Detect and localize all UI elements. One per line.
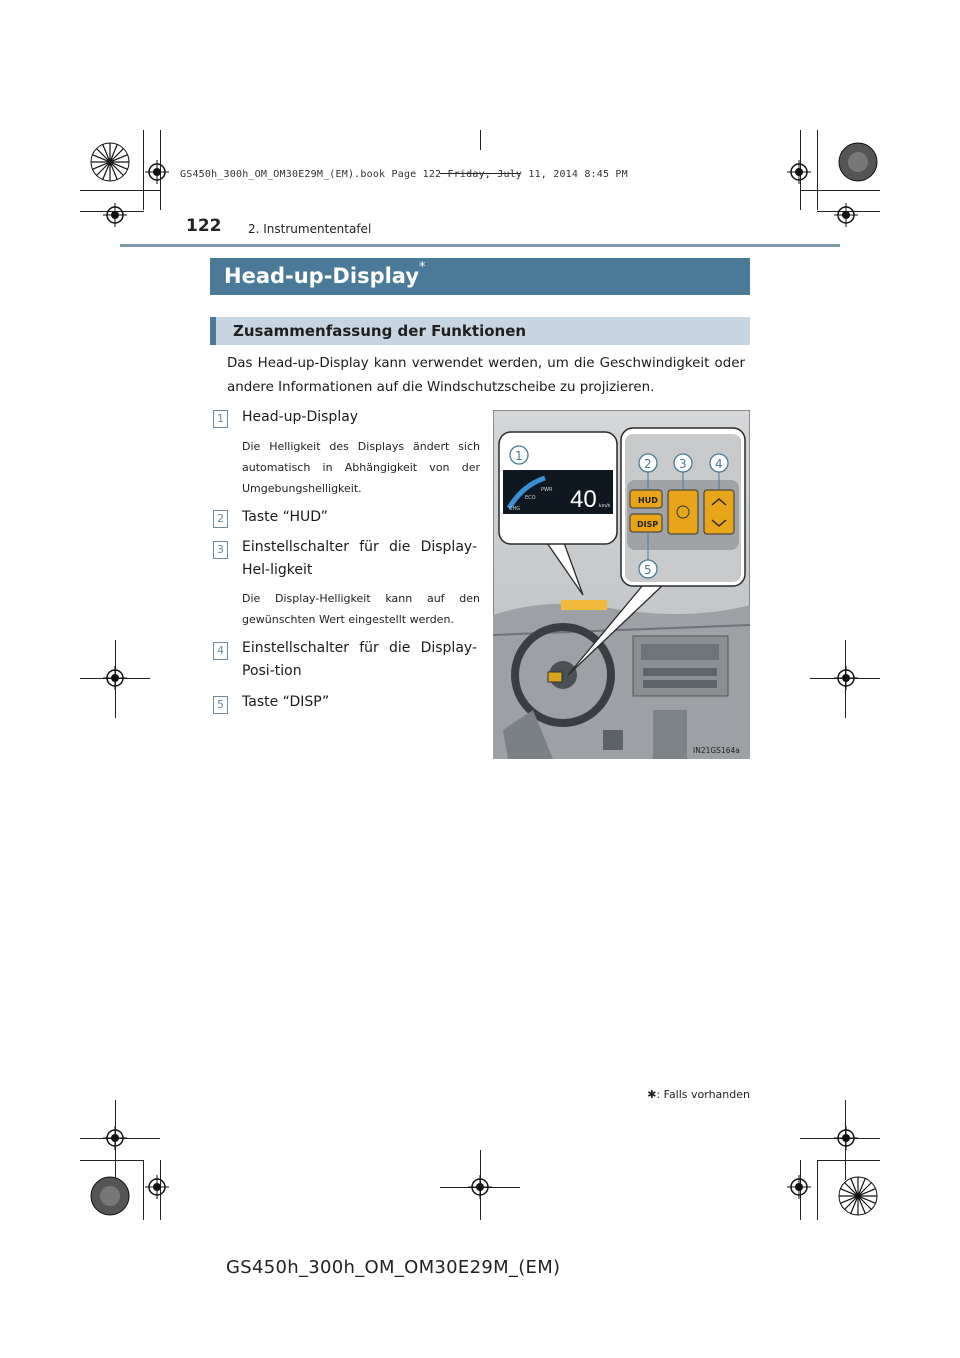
registration-mark-icon: [103, 203, 127, 227]
callout-4: 4: [715, 457, 723, 471]
hud-speed-value: 40: [570, 486, 597, 513]
registration-mark-icon: [145, 1175, 169, 1199]
callout-1: 1: [515, 449, 523, 463]
registration-mark-icon: [787, 1175, 811, 1199]
item-number-badge: 1: [213, 410, 228, 428]
subsection-title-bar: [210, 317, 750, 345]
registration-mark-icon: [103, 666, 127, 690]
section-title-bar: [210, 258, 750, 295]
hud-speed-unit: km/h: [599, 504, 611, 509]
item-label: Taste “DISP”: [242, 694, 330, 710]
document-code: GS450h_300h_OM_OM30E29M_(EM): [226, 1257, 561, 1278]
item-label: Einstellschalter für die Display-Hel-ligkeit: [242, 539, 477, 578]
disp-button-label: DISP: [637, 520, 659, 529]
footnote: ✱: Falls vorhanden: [647, 1088, 750, 1101]
item-number-badge: 4: [213, 642, 228, 660]
hud-button-label: HUD: [638, 496, 658, 505]
item-label: Taste “HUD”: [242, 509, 328, 525]
intro-paragraph: Das Head-up-Display kann verwendet werden, um die Geschwindigkeit oder andere Informationen auf die Windschutzscheibe zu projizieren.: [227, 356, 745, 395]
chapter-title: 2. Instrumententafel: [248, 222, 372, 236]
print-star-disc-icon: [90, 142, 130, 182]
hud-label-pwr: PWR: [541, 487, 553, 493]
page-number: 122: [186, 216, 222, 236]
item-label: Einstellschalter für die Display-Posi-tion: [242, 640, 477, 679]
head-up-display-illustration: [493, 410, 750, 759]
registration-mark-icon: [834, 203, 858, 227]
registration-mark-icon: [103, 1126, 127, 1150]
item-note: Die Display-Helligkeit kann auf den gewünschten Wert eingestellt werden.: [242, 592, 480, 626]
hud-label-chg: CHG: [509, 506, 521, 512]
item-number-badge: 3: [213, 541, 228, 559]
print-info-line: GS450h_300h_OM_OM30E29M_(EM).book Page 122 Friday, July 11, 2014 8:45 PM: [180, 169, 628, 180]
registration-mark-icon: [787, 160, 811, 184]
figure-code: IN21GS164a: [693, 746, 740, 755]
item-note: Die Helligkeit des Displays ändert sich automatisch in Abhängigkeit von der Umgebungshelligkeit.: [242, 440, 480, 495]
registration-mark-icon: [834, 666, 858, 690]
section-title: Head-up-Display: [224, 264, 420, 288]
callout-5: 5: [644, 563, 652, 577]
callout-2: 2: [644, 457, 652, 471]
hud-label-eco: ECO: [525, 495, 536, 501]
item-number-badge: 2: [213, 510, 228, 528]
subsection-title: Zusammenfassung der Funktionen: [233, 322, 527, 340]
item-label: Head-up-Display: [242, 409, 359, 425]
registration-mark-icon: [145, 160, 169, 184]
callout-3: 3: [679, 457, 687, 471]
print-gray-disc-icon: [90, 1176, 130, 1216]
registration-mark-icon: [468, 1175, 492, 1199]
print-gray-disc-icon: [838, 142, 878, 182]
footnote-mark: *: [419, 260, 426, 275]
registration-mark-icon: [834, 1126, 858, 1150]
print-star-disc-icon: [838, 1176, 878, 1216]
item-number-badge: 5: [213, 696, 228, 714]
header-rule: [120, 244, 840, 247]
